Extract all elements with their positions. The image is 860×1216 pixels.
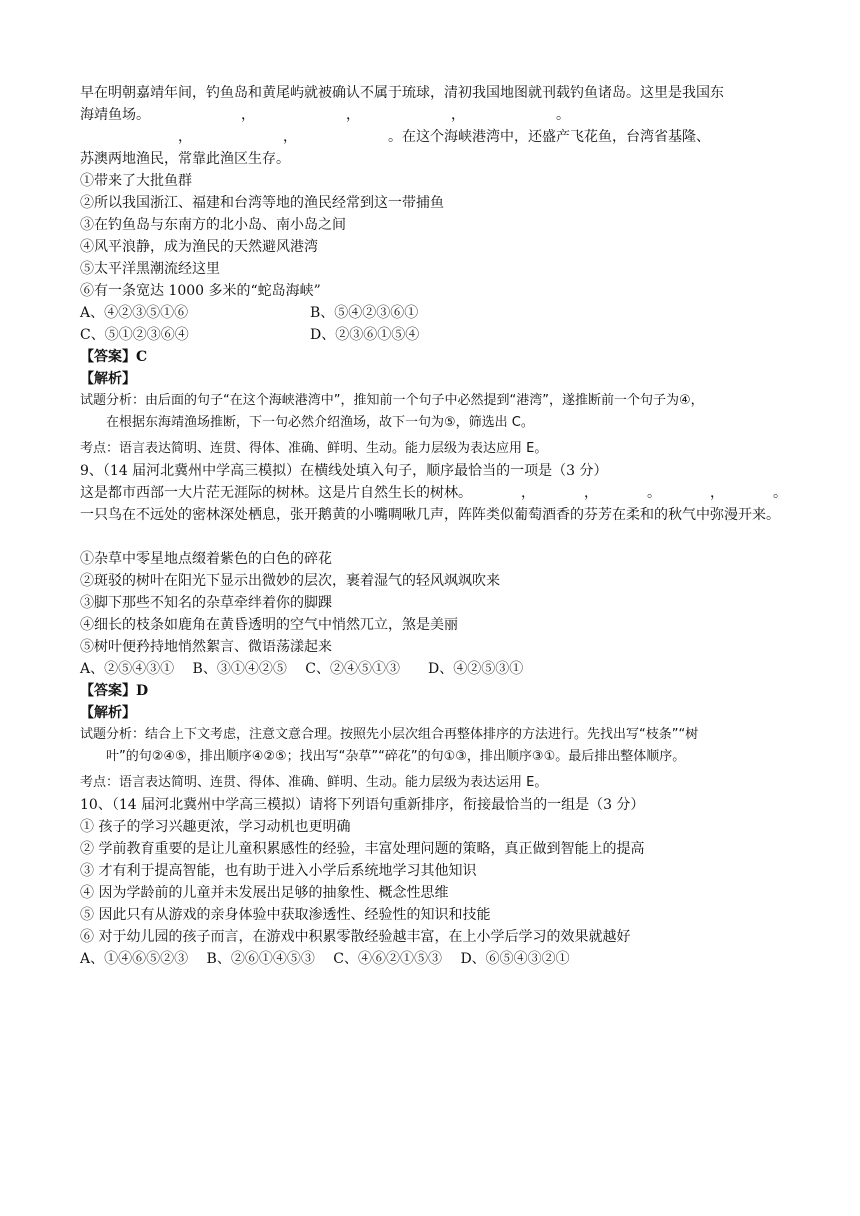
q9-item: ①杂草中零星地点缀着紫色的白色的碎花 — [80, 551, 332, 567]
q10-item: ② 学前教育重要的是让儿童积累感性的经验，丰富处理问题的策略，真正做到智能上的提高 — [80, 841, 645, 857]
q9-analysis-text: 叶”的句②④⑤，排出顺序④②⑤；找出写“杂草”“碎花”的句①③，排出顺序③①。最后排出整体顺序。 — [106, 749, 686, 764]
q10-item: ⑤ 因此只有从游戏的亲身体验中获取渗透性、经验性的知识和技能 — [80, 907, 491, 923]
q9-item: ②斑驳的树叶在阳光下显示出微妙的层次，裹着湿气的轻风飒飒吹来 — [80, 573, 500, 589]
document-page — [80, 82, 792, 970]
q10-item: ① 孩子的学习兴趣更浓，学习动机也更明确 — [80, 819, 351, 835]
q10-item: ④ 因为学龄前的儿童并未发展出足够的抽象性、概念性思维 — [80, 885, 449, 901]
q8-options — [80, 302, 792, 346]
q8-kaodian: 考点：语言表达简明、连贯、得体、准确、鲜明、生动。能力层级为表达应用 E。 — [80, 441, 548, 456]
q9-options: A、②⑤④③① B、③①④②⑤ C、②④⑤①③ D、④②⑤③① — [80, 661, 524, 677]
q8-item: ⑤太平洋黑潮流经这里 — [80, 261, 220, 277]
q8-analysis-label: 【解析】 — [80, 371, 136, 387]
q8-item: ④风平浪静，成为渔民的天然避风港湾 — [80, 239, 318, 255]
q8-item: ②所以我国浙江、福建和台湾等地的渔民经常到这一带捕鱼 — [80, 195, 444, 211]
q9-analysis-label: 【解析】 — [80, 705, 136, 721]
q9-kaodian: 考点：语言表达简明、连贯、得体、准确、鲜明、生动。能力层级为表达运用 E。 — [80, 775, 548, 790]
q8-item: ⑥有一条宽达 1000 多米的“蛇岛海峡” — [80, 283, 321, 299]
answer-value: D — [136, 683, 149, 699]
answer-value: C — [136, 349, 148, 365]
q8-item: ③在钓鱼岛与东南方的北小岛、南小岛之间 — [80, 217, 346, 233]
q9-answer — [80, 680, 792, 702]
q9-analysis-text: 试题分析：结合上下文考虑，注意文意合理。按照先小层次组合再整体排序的方法进行。先找出写“枝条”“树 — [80, 727, 699, 742]
q9-item: ③脚下那些不知名的杂草牵绊着你的脚踝 — [80, 595, 332, 611]
q10-item: ③ 才有利于提高智能，也有助于进入小学后系统地学习其他知识 — [80, 863, 477, 879]
q8-items — [80, 170, 792, 302]
q10-options: A、①④⑥⑤②③ B、②⑥①④⑤③ C、④⑥②①⑤③ D、⑥⑤④③②① — [80, 951, 570, 967]
q10-item: ⑥ 对于幼儿园的孩子而言，在游戏中积累零散经验越丰富，在上小学后学习的效果就越好 — [80, 929, 631, 945]
answer-label: 【答案】 — [80, 683, 136, 699]
q8-passage-line: 苏澳两地渔民，常靠此渔区生存。 — [80, 151, 290, 167]
q8-option-a: A、④②③⑤①⑥ — [80, 305, 189, 321]
q10-items — [80, 816, 792, 948]
q8-option-b: B、⑤④②③⑥① — [310, 305, 419, 321]
q10-title: 10、（14 届河北冀州中学高三模拟）请将下列语句重新排序，衔接最恰当的一组是（3 分） — [80, 797, 645, 813]
q8-passage-line: 海靖鱼场。 ， ， ， 。 — [80, 107, 570, 123]
q9-item: ④细长的枝条如鹿角在黄昏透明的空气中悄然兀立，煞是美丽 — [80, 617, 458, 633]
q8-passage-line: 早在明朝嘉靖年间，钓鱼岛和黄尾屿就被确认不属于琉球，清初我国地图就刊载钓鱼诸岛。这里是我国东 — [80, 85, 724, 101]
q8-passage-line: ， ， 。在这个海峡港湾中，还盛产飞花鱼，台湾省基隆、 — [80, 129, 710, 145]
q8-option-d: D、②③⑥①⑤④ — [310, 327, 420, 343]
q9-passage: 这是都市西部一大片茫无涯际的树林。这是片自然生长的树林。 ， ， 。 ， 。一只鸟在不远处的密林深处栖息，张开鹅黄的小嘴啁啾几声，阵阵类似葡萄酒香的芬芳在柔和的秋气中弥漫开来。 — [80, 485, 787, 523]
q9-title: 9、（14 届河北冀州中学高三模拟）在横线处填入句子，顺序最恰当的一项是（3 分） — [80, 463, 608, 479]
answer-label: 【答案】 — [80, 349, 136, 365]
q8-answer — [80, 346, 792, 368]
q8-option-c: C、⑤①②③⑥④ — [80, 327, 189, 343]
q8-item: ①带来了大批鱼群 — [80, 173, 192, 189]
q9-items — [80, 548, 792, 658]
q8-analysis-text: 在根据东海靖渔场推断，下一句必然介绍渔场，故下一句为⑤，筛选出 C。 — [106, 415, 534, 430]
q8-analysis-text: 试题分析：由后面的句子“在这个海峡港湾中”，推知前一个句子中必然提到“港湾”，遂推断前一个句子为④， — [80, 393, 704, 408]
q9-item: ⑤树叶便矜持地悄然絮言、微语荡漾起来 — [80, 639, 332, 655]
q8-passage — [80, 82, 792, 170]
